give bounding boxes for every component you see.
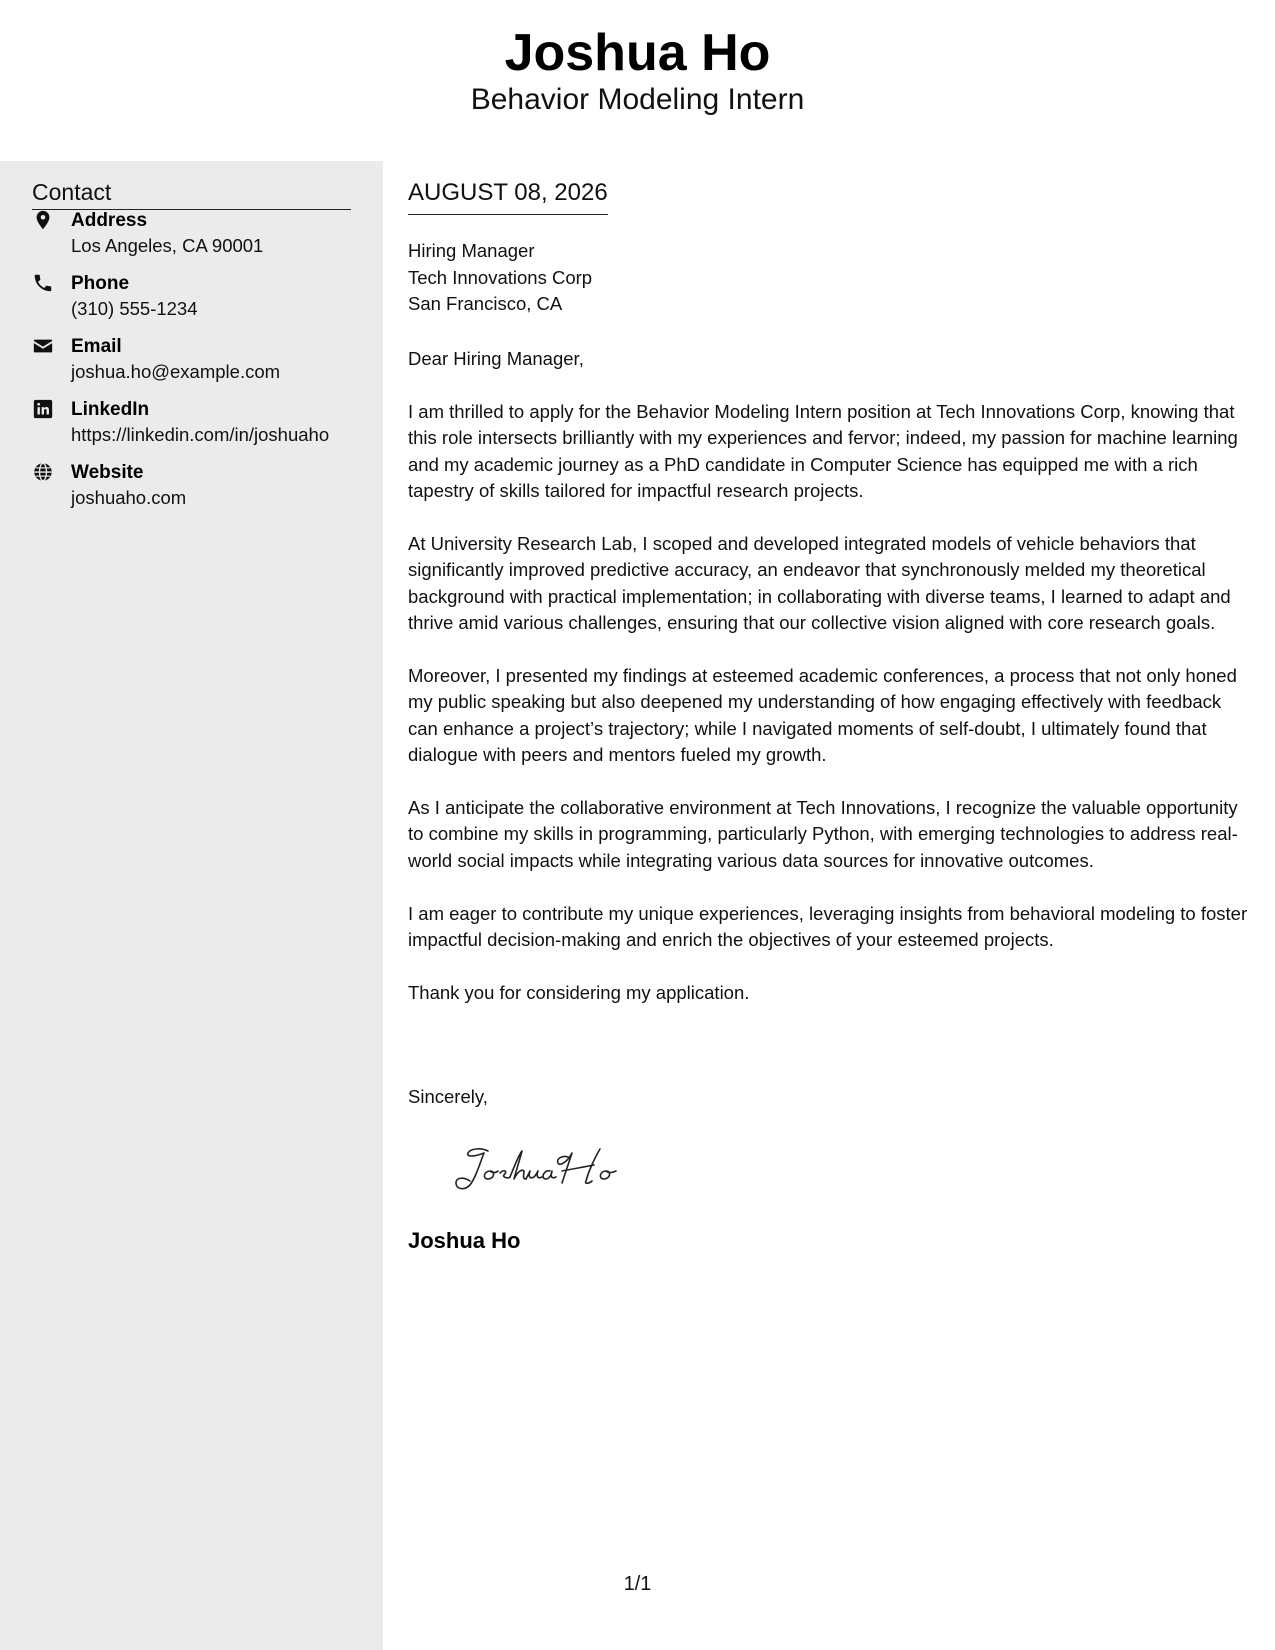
letter-date: AUGUST 08, 2026 bbox=[408, 178, 608, 215]
page-number bbox=[0, 1571, 1275, 1597]
phone-icon bbox=[32, 272, 58, 298]
recipient-line: San Francisco, CA bbox=[408, 293, 563, 314]
contact-item-email bbox=[32, 335, 372, 395]
paragraph: As I anticipate the collaborative environment at Tech Innovations, I recognize the valuable opportunity to combine my skills in programming, particularly Python, with emerging technologies to address real-world social impacts while integrating various data sources for innovative outcomes. bbox=[408, 797, 1238, 871]
contact-value: (310) 555-1234 bbox=[71, 298, 198, 319]
envelope-icon bbox=[32, 335, 58, 361]
salutation: Dear Hiring Manager, bbox=[408, 348, 584, 369]
contact-item-website bbox=[32, 461, 372, 521]
paragraph: Moreover, I presented my findings at esteemed academic conferences, a process that not only honed my public speaking but also deepened my understanding of how engaging effectively with feedback can enhance a project’s trajectory; while I navigated moments of self-doubt, I ultimately found that dialogue with peers and mentors fueled my growth. bbox=[408, 665, 1237, 766]
contact-sidebar bbox=[0, 161, 383, 1650]
contact-value: joshua.ho@example.com bbox=[71, 361, 281, 382]
page-number-text: 1/1 bbox=[623, 1573, 652, 1595]
contact-value: Los Angeles, CA 90001 bbox=[71, 235, 264, 256]
handwritten-signature bbox=[450, 1137, 640, 1197]
contact-label: Address bbox=[71, 210, 148, 231]
contact-value: joshuaho.com bbox=[71, 487, 187, 508]
contact-item-address bbox=[32, 209, 372, 269]
candidate-role: Behavior Modeling Intern bbox=[470, 83, 805, 116]
closing: Sincerely, bbox=[408, 1086, 488, 1107]
paragraph: Thank you for considering my application. bbox=[408, 981, 750, 1003]
recipient-line: Tech Innovations Corp bbox=[408, 266, 593, 288]
contact-item-phone bbox=[32, 272, 372, 332]
contact-label: LinkedIn bbox=[71, 399, 150, 420]
contact-value: https://linkedin.com/in/joshuaho bbox=[71, 424, 330, 445]
linkedin-icon bbox=[32, 398, 58, 424]
contact-heading: Contact bbox=[32, 177, 351, 210]
signer-name: Joshua Ho bbox=[408, 1228, 521, 1253]
header bbox=[0, 0, 1275, 160]
globe-icon bbox=[32, 461, 58, 487]
contact-label: Website bbox=[71, 462, 144, 483]
paragraph: I am eager to contribute my unique experiences, leveraging insights from behavioral modeling to foster impactful decision-making and enrich the objectives of your esteemed projects. bbox=[408, 902, 1248, 951]
paragraph: At University Research Lab, I scoped and developed integrated models of vehicle behaviors that significantly improved predictive accuracy, an endeavor that synchronously melded my theoretical background with practical implementation; in collaborating with diverse teams, I learned to adapt and thrive amid various challenges, ensuring that our collective vision aligned with core research goals. bbox=[408, 533, 1231, 634]
map-pin-icon bbox=[32, 209, 58, 235]
contact-label: Email bbox=[71, 336, 122, 357]
paragraph: I am thrilled to apply for the Behavior Modeling Intern position at Tech Innovations Corp, knowing that this role intersects brilliantly with my experiences and fervor; indeed, my passion for machine learning and my academic journey as a PhD candidate in Computer Science has equipped me with a rich tapestry of skills tailored for impactful research projects. bbox=[408, 401, 1238, 502]
recipient-block bbox=[408, 238, 592, 318]
letter-paragraphs bbox=[408, 399, 1253, 1033]
candidate-name: Joshua Ho bbox=[504, 24, 771, 82]
contact-item-linkedin bbox=[32, 398, 372, 458]
recipient-line: Hiring Manager bbox=[408, 240, 535, 261]
contact-label: Phone bbox=[71, 273, 130, 294]
